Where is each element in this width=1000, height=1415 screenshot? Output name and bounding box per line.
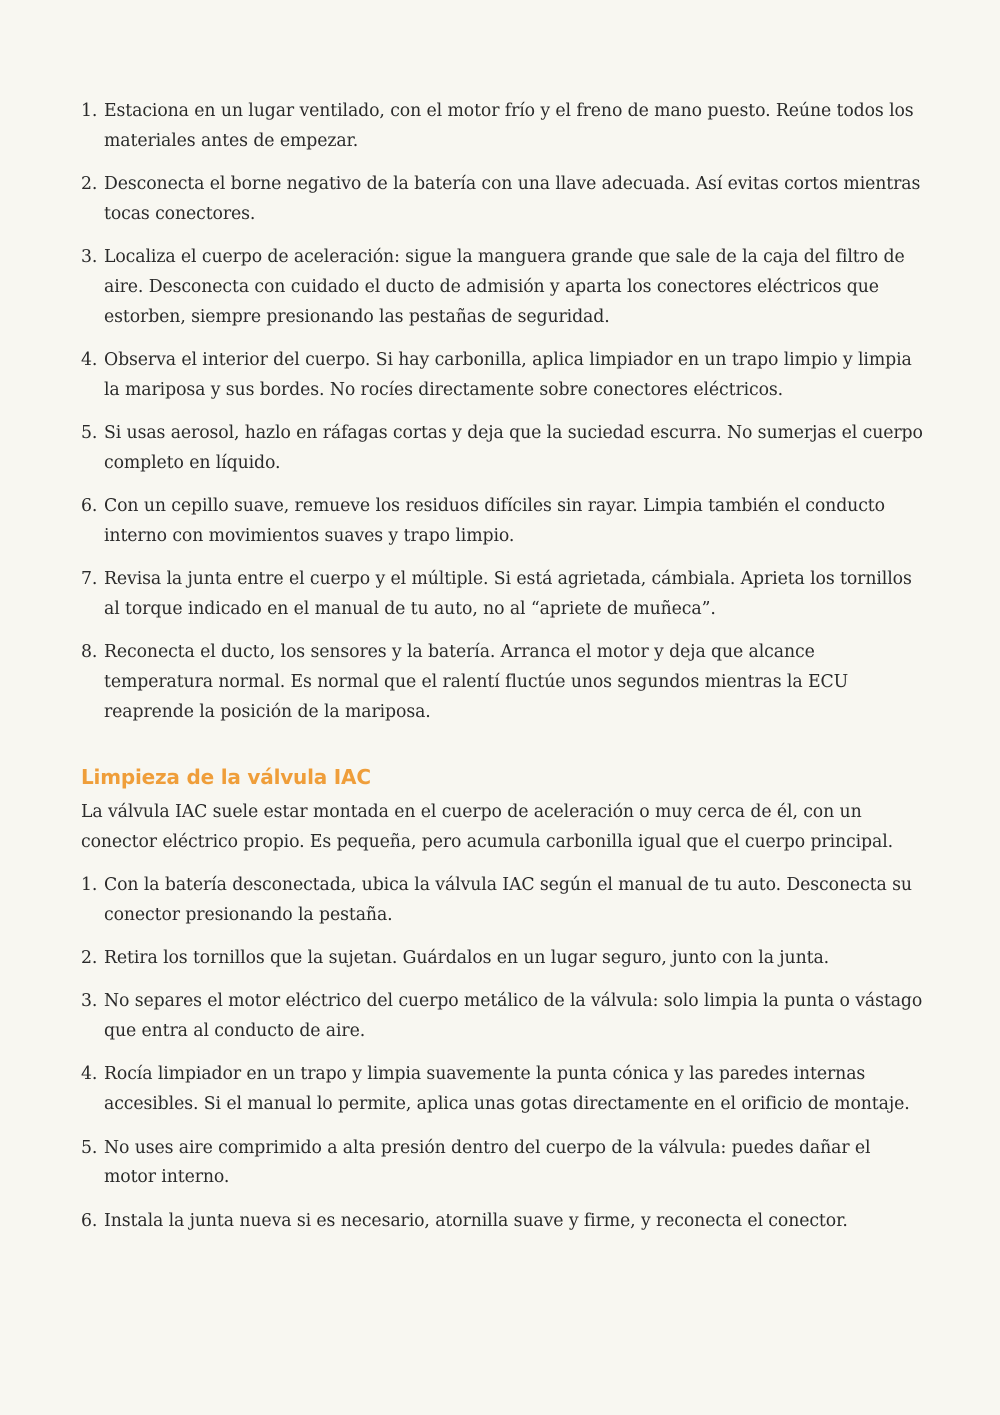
iac-valve-steps-list bbox=[81, 871, 926, 1236]
list-item-text: Instala la junta nueva si es necesario, atornilla suave y firme, y reconecta el conector. bbox=[104, 1210, 848, 1231]
list-item-number: 8. bbox=[81, 642, 98, 663]
list-item-number: 6. bbox=[81, 1210, 98, 1231]
list-item-text: Con la batería desconectada, ubica la válvula IAC según el manual de tu auto. Desconecta su conector presionando la pestaña. bbox=[104, 874, 912, 925]
list-item bbox=[81, 1207, 926, 1237]
list-item-number: 5. bbox=[81, 1137, 98, 1158]
list-item-text: Desconecta el borne negativo de la batería con una llave adecuada. Así evitas cortos mientras tocas conectores. bbox=[104, 174, 921, 224]
list-item bbox=[81, 97, 926, 157]
list-item-text: No separes el motor eléctrico del cuerpo metálico de la válvula: solo limpia la punta o vástago que entra al conducto de aire. bbox=[104, 991, 923, 1042]
list-item-number: 7. bbox=[81, 569, 98, 590]
list-item-number: 4. bbox=[81, 350, 98, 371]
list-item bbox=[81, 944, 926, 974]
list-item bbox=[81, 871, 926, 931]
list-item bbox=[81, 565, 926, 625]
list-item-text: Observa el interior del cuerpo. Si hay carbonilla, aplica limpiador en un trapo limpio y limpia la mariposa y sus bordes. No rocíes directamente sobre conectores eléctricos. bbox=[104, 350, 912, 400]
throttle-body-steps-list bbox=[81, 97, 926, 728]
list-item-number: 1. bbox=[81, 101, 98, 121]
list-item bbox=[81, 987, 926, 1047]
list-item bbox=[81, 170, 926, 230]
list-item-text: Localiza el cuerpo de aceleración: sigue la manguera grande que sale de la caja del filtro de aire. Desconecta con cuidado el ducto de admisión y aparta los conectores eléctricos que estorben, siempre presionando las pestañas de seguridad. bbox=[104, 247, 905, 327]
list-item-number: 2. bbox=[81, 948, 98, 969]
list-item-number: 3. bbox=[81, 247, 98, 268]
list-item bbox=[81, 492, 926, 552]
list-item-number: 2. bbox=[81, 174, 98, 195]
list-item bbox=[81, 346, 926, 406]
list-item-number: 6. bbox=[81, 496, 98, 517]
list-item-text: Retira los tornillos que la sujetan. Guárdalos en un lugar seguro, junto con la junta. bbox=[104, 948, 830, 969]
list-item bbox=[81, 1060, 926, 1120]
list-item bbox=[81, 419, 926, 479]
list-item-text: Si usas aerosol, hazlo en ráfagas cortas y deja que la suciedad escurra. No sumerjas el cuerpo completo en líquido. bbox=[104, 423, 923, 473]
list-item-number: 3. bbox=[81, 991, 98, 1012]
list-item-text: Reconecta el ducto, los sensores y la batería. Arranca el motor y deja que alcance temperatura normal. Es normal que el ralentí fluctúe unos segundos mientras la ECU reaprende la posición de la mariposa. bbox=[104, 642, 849, 723]
list-item-text: Estaciona en un lugar ventilado, con el motor frío y el freno de mano puesto. Reúne todos los materiales antes de empezar. bbox=[104, 101, 914, 151]
list-item-number: 5. bbox=[81, 423, 98, 444]
list-item-text: Revisa la junta entre el cuerpo y el múltiple. Si está agrietada, cámbiala. Aprieta los tornillos al torque indicado en el manual de tu auto, no al “apriete de muñeca”. bbox=[104, 569, 912, 620]
list-item bbox=[81, 243, 926, 332]
list-item bbox=[81, 1134, 926, 1194]
list-item-text: Con un cepillo suave, remueve los residuos difíciles sin rayar. Limpia también el conducto interno con movimientos suaves y trapo limpio. bbox=[104, 496, 885, 547]
list-item-number: 4. bbox=[81, 1064, 98, 1085]
section-heading: Limpieza de la válvula IAC bbox=[81, 764, 371, 789]
list-item-text: No uses aire comprimido a alta presión dentro del cuerpo de la válvula: puedes dañar el motor interno. bbox=[104, 1137, 871, 1188]
list-item-number: 1. bbox=[81, 874, 98, 895]
document-page bbox=[81, 97, 926, 1250]
list-item-text: Rocía limpiador en un trapo y limpia suavemente la punta cónica y las paredes internas accesibles. Si el manual lo permite, aplica unas gotas directamente en el orificio de montaje. bbox=[104, 1064, 910, 1115]
list-item bbox=[81, 638, 926, 727]
section-intro-paragraph: La válvula IAC suele estar montada en el cuerpo de aceleración o muy cerca de él, con un conector eléctrico propio. Es pequeña, pero acumula carbonilla igual que el cuerpo principal. bbox=[81, 801, 894, 852]
